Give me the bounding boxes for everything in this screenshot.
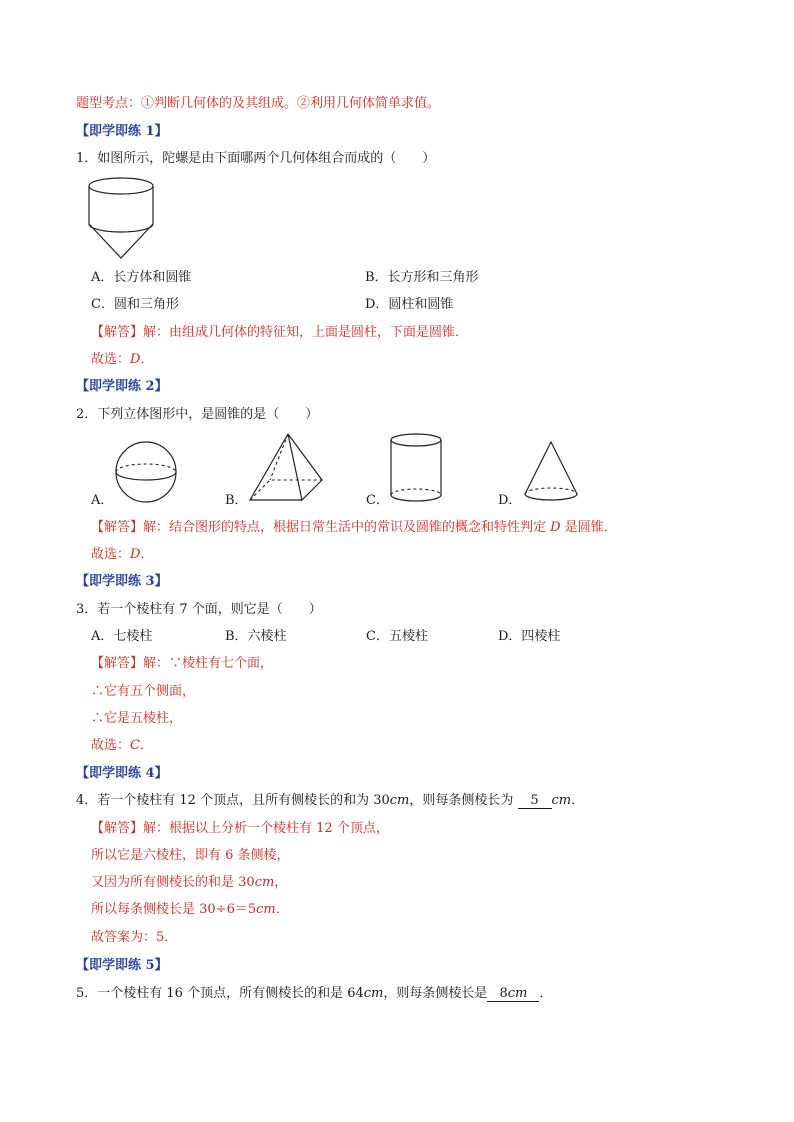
q1-stem: 1．如图所示，陀螺是由下面哪两个几何体组合而成的（ ）: [76, 151, 436, 166]
answer-end: ．: [275, 902, 289, 917]
unit: cm: [254, 875, 275, 890]
q2-choice: [91, 547, 153, 563]
practice-label-2: 【即学即练 2】: [76, 379, 168, 394]
practice-label-4: 【即学即练 4】: [76, 766, 168, 781]
stem-text: 5．一个棱柱有 16 个顶点，所有侧棱长的和是 64: [76, 986, 364, 1001]
cylinder-icon: [389, 432, 443, 504]
unit: cm: [551, 793, 572, 808]
q2-stem: 2．下列立体图形中，是圆锥的是（ ）: [76, 407, 319, 422]
choice-suffix: ．: [139, 738, 153, 753]
q3-stem: 3．若一个棱柱有 7 个面，则它是（ ）: [76, 602, 322, 617]
answer-tag: 【解答】: [91, 520, 144, 535]
q3-option-a: A．七棱柱: [91, 629, 153, 644]
topic-header: 题型考点：①判断几何体的及其组成。②利用几何体简单求值。: [76, 96, 441, 111]
stem-text: ，则每条侧棱长是: [383, 986, 488, 1001]
stem-end: ．: [571, 793, 585, 808]
choice-letter: C: [130, 738, 140, 753]
choice-suffix: ．: [140, 547, 154, 562]
q1-option-b: B．长方形和三角形: [365, 270, 479, 285]
cone-icon: [523, 440, 579, 502]
q3-answer-line-1: [91, 656, 273, 672]
choice-suffix: ．: [140, 352, 154, 367]
answer-end: ，: [274, 875, 288, 890]
answer-tag: 【解答】: [91, 821, 144, 836]
answer-text-pre: 解：结合图形的特点，根据日常生活中的常识及圆锥的概念和特性判定: [143, 520, 551, 535]
stem-text: ，则每条侧棱长为: [409, 793, 518, 808]
q3-answer-line-2: ∴它有五个侧面，: [91, 684, 196, 699]
practice-label-5: 【即学即练 5】: [76, 958, 168, 973]
unit: cm: [363, 986, 384, 1001]
answer-text-post: 是圆锥．: [560, 520, 617, 535]
choice-letter: D: [130, 352, 141, 367]
q2-option-c-label: C．: [366, 493, 389, 508]
q1-option-c: C．圆和三角形: [91, 297, 179, 312]
answer-var: D: [550, 520, 561, 535]
pyramid-icon: [248, 432, 324, 502]
answer-tag: 【解答】: [91, 656, 144, 671]
answer-text: 解：根据以上分析一个棱柱有 12 个顶点，: [143, 821, 389, 836]
spinning-top-icon: [86, 176, 156, 262]
q1-option-d: D．圆柱和圆锥: [365, 297, 454, 312]
q3-choice: [91, 738, 153, 754]
q4-stem: [76, 793, 584, 809]
stem-end: ．: [539, 986, 553, 1001]
answer-text: 所以每条侧棱长是 30÷6＝5: [91, 902, 257, 917]
answer-blank: 5: [518, 793, 552, 809]
sphere-icon: [114, 440, 178, 504]
q1-answer: [91, 325, 468, 341]
unit: cm: [389, 793, 410, 808]
q3-option-d: D．四棱柱: [498, 629, 561, 644]
q2-answer: [91, 520, 617, 536]
q3-option-c: C．五棱柱: [366, 629, 428, 644]
answer-text: 又因为所有侧棱长的和是 30: [91, 875, 255, 890]
answer-blank: [487, 986, 539, 1002]
choice-prefix: 故选：: [91, 738, 131, 753]
q4-answer-line-3: [91, 875, 287, 891]
practice-label-1: 【即学即练 1】: [76, 124, 168, 139]
q4-answer-line-2: 所以它是六棱柱，即有 6 条侧棱，: [91, 848, 290, 863]
answer-text: 解：由组成几何体的特征知，上面是圆柱，下面是圆锥．: [143, 325, 469, 340]
q3-answer-line-3: ∴它是五棱柱，: [91, 711, 183, 726]
q1-choice: [91, 352, 153, 368]
choice-prefix: 故选：: [91, 547, 131, 562]
q4-answer-line-4: [91, 902, 289, 918]
blank-number: 8: [499, 986, 508, 1001]
stem-text: 4．若一个棱柱有 12 个顶点，且所有侧棱长的和为 30: [76, 793, 390, 808]
q4-answer-line-5: 故答案为：5．: [91, 930, 178, 945]
q2-option-a-label: A．: [91, 493, 114, 508]
answer-text: 解：∵棱柱有七个面，: [143, 656, 274, 671]
answer-tag: 【解答】: [91, 325, 144, 340]
q1-option-a: A．长方体和圆锥: [91, 270, 192, 285]
choice-letter: D: [130, 547, 141, 562]
choice-prefix: 故选：: [91, 352, 131, 367]
q2-option-b-label: B．: [225, 493, 248, 508]
q5-stem: [76, 986, 552, 1002]
blank-unit: cm: [507, 986, 528, 1001]
q2-option-d-label: D．: [498, 493, 522, 508]
q4-answer-line-1: [91, 821, 389, 837]
q3-option-b: B．六棱柱: [225, 629, 287, 644]
unit: cm: [256, 902, 276, 917]
practice-label-3: 【即学即练 3】: [76, 574, 168, 589]
